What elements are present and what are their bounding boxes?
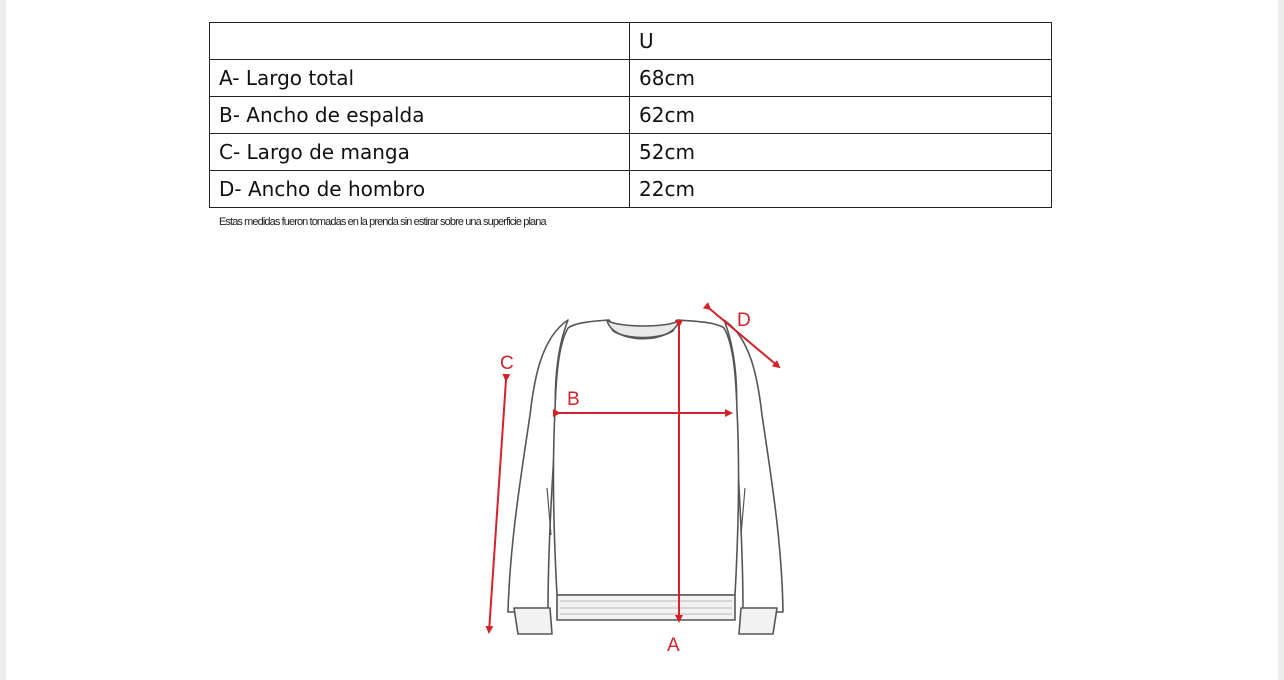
measurement-note: Estas medidas fueron tomadas en la prenda sin estirar sobre una superficie plana	[219, 216, 546, 228]
label-d: D	[737, 310, 751, 331]
measure-value: 52cm	[630, 134, 1052, 171]
sweatshirt-icon	[508, 320, 783, 634]
measure-value: 62cm	[630, 97, 1052, 134]
sweatshirt-diagram	[6, 0, 1278, 680]
measure-label: D- Ancho de hombro	[210, 171, 630, 208]
arrow-c	[489, 380, 506, 632]
measure-value: 68cm	[630, 60, 1052, 97]
label-b: B	[567, 389, 580, 410]
document-page	[6, 0, 1278, 680]
measure-label: A- Largo total	[210, 60, 630, 97]
label-a: A	[667, 635, 680, 656]
measure-value: 22cm	[630, 171, 1052, 208]
measure-label: C- Largo de manga	[210, 134, 630, 171]
label-c: C	[500, 353, 514, 374]
measure-label: B- Ancho de espalda	[210, 97, 630, 134]
table-header-cell: U	[630, 23, 1052, 60]
